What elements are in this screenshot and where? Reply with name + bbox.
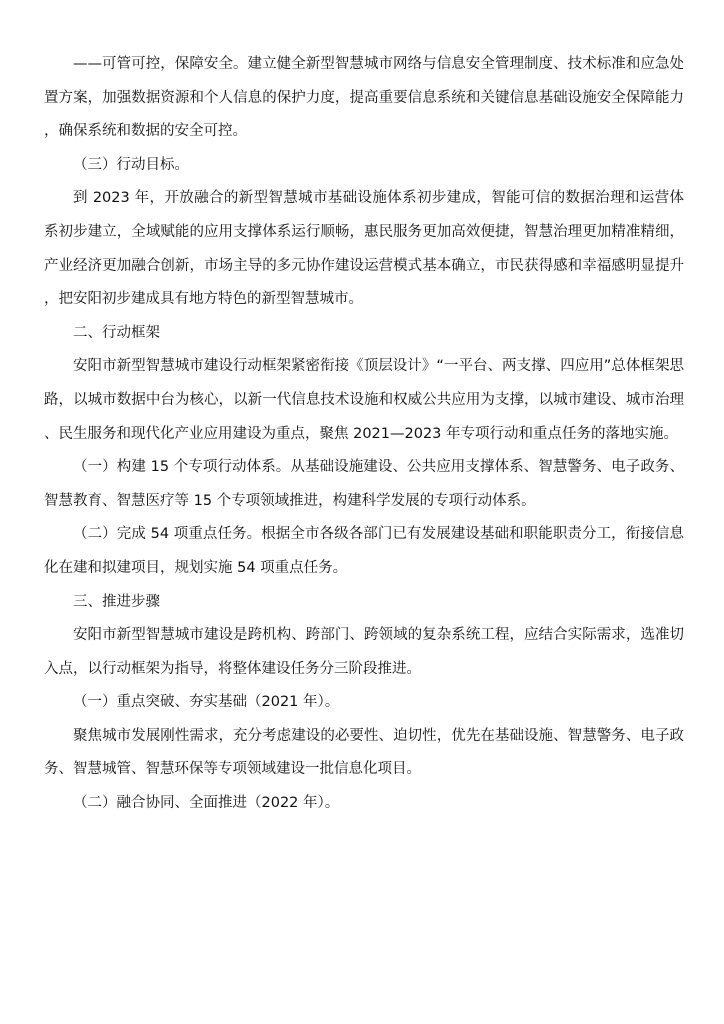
- paragraph-54-tasks: （二）完成 54 项重点任务。根据全市各级各部门已有发展建设基础和职能职责分工，衔接信息化在建和拟建项目，规划实施 54 项重点任务。: [44, 526, 684, 576]
- heading-phase-2021: （一）重点突破、夯实基础（2021 年）。: [73, 694, 340, 711]
- paragraph-framework: 安阳市新型智慧城市建设行动框架紧密衔接《顶层设计》“一平台、两支撑、四应用”总体框架思路，以城市数据中台为核心，以新一代信息技术设施和权威公共应用为支撑，以城市建设、城市治理、民生服务和现代化产业应用建设为重点，聚焦 2021—2023 年专项行动和重点任务的落地实施。: [44, 358, 684, 442]
- heading-phase-2022: （二）融合协同、全面推进（2022 年）。: [73, 795, 340, 812]
- heading-action-goals: （三）行动目标。: [73, 156, 189, 173]
- paragraph-15-systems: （一）构建 15 个专项行动体系。从基础设施建设、公共应用支撑体系、智慧警务、电子政务、智慧教育、智慧医疗等 15 个专项领域推进，构建科学发展的专项行动体系。: [44, 459, 684, 509]
- heading-steps: 三、推进步骤: [73, 593, 160, 610]
- paragraph-steps-intro: 安阳市新型智慧城市建设是跨机构、跨部门、跨领域的复杂系统工程，应结合实际需求，选准切入点，以行动框架为指导，将整体建设任务分三阶段推进。: [44, 627, 684, 677]
- paragraph-security: ——可管可控，保障安全。建立健全新型智慧城市网络与信息安全管理制度、技术标准和应急处置方案，加强数据资源和个人信息的保护力度，提高重要信息系统和关键信息基础设施安全保障能力，确保系统和数据的安全可控。: [44, 56, 684, 140]
- document-page: [44, 48, 684, 821]
- heading-action-framework: 二、行动框架: [73, 324, 160, 341]
- paragraph-phase-2021: 聚焦城市发展刚性需求，充分考虑建设的必要性、迫切性，优先在基础设施、智慧警务、电子政务、智慧城管、智慧环保等专项领域建设一批信息化项目。: [44, 727, 684, 778]
- paragraph-goals-2023: 到 2023 年，开放融合的新型智慧城市基础设施体系初步建成，智能可信的数据治理和运营体系初步建立，全域赋能的应用支撑体系运行顺畅，惠民服务更加高效便捷，智慧治理更加精准精细，产业经济更加融合创新，市场主导的多元协作建设运营模式基本确立，市民获得感和幸福感明显提升，把安阳初步建成具有地方特色的新型智慧城市。: [44, 190, 684, 308]
